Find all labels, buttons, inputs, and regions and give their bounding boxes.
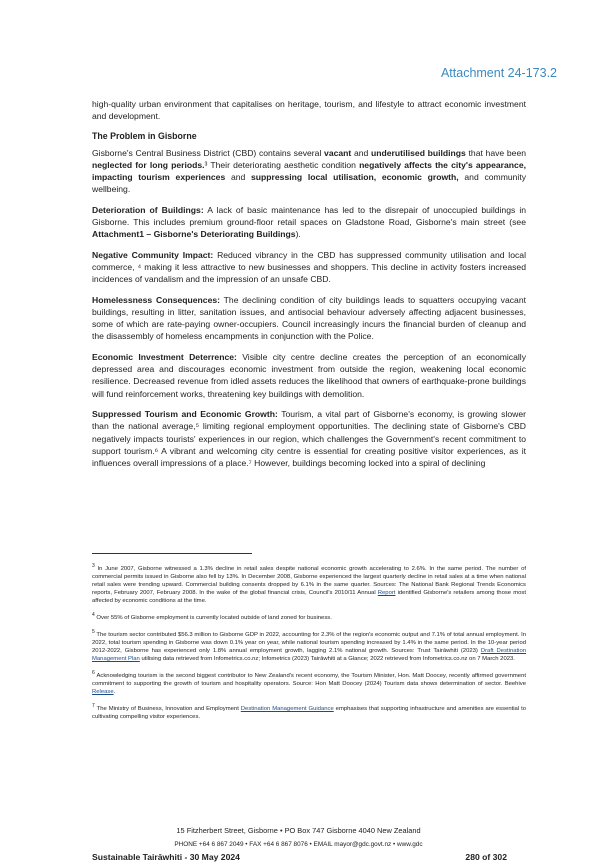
footnote-5	[92, 628, 526, 663]
footnote-3	[92, 562, 526, 605]
deterioration-heading: Deterioration of Buildings:	[92, 204, 204, 215]
footnote-7	[92, 702, 526, 721]
text: Reduced vibrancy in the CBD has suppressed community utilisation and local commerce, ⁴ making it less attractive to new businesses and shoppers. This decline in activity fosters increased incidences of vandalism and the impression of an unsafe CBD.	[92, 249, 526, 285]
footnote-divider	[92, 553, 252, 554]
text: underutilised buildings	[371, 147, 466, 158]
footnotes	[92, 562, 526, 727]
deterioration-paragraph	[92, 204, 526, 241]
text: The Ministry of Business, Innovation and Employment	[96, 705, 241, 712]
text: Over 55% of Gisborne employment is currently located outside of land zoned for business.	[96, 614, 332, 621]
text: suppressing local utilisation, economic growth,	[251, 172, 459, 183]
problem-heading: The Problem in Gisborne	[92, 130, 197, 141]
page-number: 280 of 302	[465, 852, 507, 862]
text: utilising data retrieved from Infometrics.co.nz; Infometrics (2023) Tairāwhiti at a Glance; 2022 retrieved from Infometrics.co.nz on 7 March 2023.	[139, 655, 515, 662]
footnote-number: 4	[92, 611, 95, 618]
text: ³ Their deteriorating aesthetic condition	[204, 159, 360, 170]
text: Gisborne's Central Business District (CBD) contains several	[92, 147, 325, 158]
economic-deterrence-heading: Economic Investment Deterrence:	[92, 351, 237, 362]
text: .	[113, 688, 116, 695]
tourism-paragraph	[92, 408, 526, 469]
community-impact-heading: Negative Community Impact:	[92, 249, 214, 260]
footnote-6	[92, 669, 526, 696]
footnote-number: 7	[92, 702, 95, 709]
text: Acknowledging tourism is the second biggest contributor to New Zealand's recent economy, the Tourism Minister, Hon. Matt Doocey, recently affirmed government commitment to supporting the growth of tourism and hospitality operators. Source: Hon Matt Doocey (2024) Tourism data shows determination of sector. Beehive	[92, 672, 526, 687]
text: Visible city centre decline creates the perception of an economically depressed area and discourages economic investment from outside the region, weakening local economic resilience. Decreased revenue from idled assets reduces the likelihood that owners of earthquake-prone buildings will fund reinforcement works, threatening key buildings with demolition.	[92, 351, 526, 399]
body-content	[92, 98, 526, 477]
tourism-heading: Suppressed Tourism and Economic Growth:	[92, 408, 278, 419]
footer-contact: PHONE +64 6 867 2049 • FAX +64 6 867 8076 • EMAIL mayor@gdc.govt.nz • www.gdc	[174, 841, 423, 848]
text: emphasises that supporting infrastructure and amenities are essential to cultivating compelling visitor experiences.	[92, 705, 526, 720]
draft-plan-link[interactable]: Draft Destination Management Plan	[92, 647, 527, 662]
report-link[interactable]: Report	[377, 589, 396, 596]
problem-paragraph	[92, 147, 526, 196]
document-signature-line: Sustainable Tairāwhiti - 30 May 2024	[92, 852, 240, 862]
attachment-reference: Attachment1 – Gisborne's Deteriorating Buildings	[92, 229, 296, 240]
lead-paragraph: high-quality urban environment that capitalises on heritage, tourism, and lifestyle to attract economic investment and development.	[92, 99, 526, 122]
text: The declining condition of city buildings leads to squatters occupying vacant buildings, resulting in litter, sanitation issues, and antisocial behaviour adversely affecting adjacent businesses, some of which are rate-paying owner-occupiers. Council increasingly incurs the financial burden of cleanup and the disassembly of homeless encampments in conjunction with the Police.	[92, 294, 526, 342]
text: negatively affects the city's appearance, impacting tourism experiences	[92, 159, 527, 183]
footnote-number: 6	[92, 669, 95, 676]
economic-deterrence-paragraph	[92, 351, 526, 400]
text: identified Gisborne's retailers among those most affected by economic conditions at the time.	[92, 589, 526, 604]
text: In June 2007, Gisborne witnessed a 1.3% decline in retail sales despite national economic growth accelerating to 2.6%. In the same period. The number of commercial permits issued in Gisborne also fell by 13%. In December 2008, Gisborne experienced the largest quarterly decline in retail sales at a time when national retail sales were trending upward. Commercial building consents dropped by 6.1% in the same quarter. Sources: The National Bank Regional Trends Economics reports, February 2007, February 2008. In the wake of the global financial crisis, Council's 2010/11 Annual	[92, 565, 526, 596]
text: ).	[295, 229, 301, 240]
text: neglected for long periods.	[92, 159, 205, 170]
homelessness-heading: Homelessness Consequences:	[92, 294, 220, 305]
text: vacant	[324, 147, 352, 158]
text: and community wellbeing.	[92, 172, 527, 195]
footer-address: 15 Fitzherbert Street, Gisborne • PO Box 747 Gisborne 4040 New Zealand	[176, 826, 421, 835]
homelessness-paragraph	[92, 294, 526, 343]
text: that have been	[465, 147, 526, 158]
release-link[interactable]: Release	[92, 688, 114, 695]
text: Tourism, a vital part of Gisborne's economy, is growing slower than the national average,⁵ limiting regional employment opportunities. The declining state of Gisborne's CBD negatively impacts tourists' experiences in our region, which challenges the Government's recent commitment to support tourism.⁶ A vibrant and welcoming city centre is essential for creating positive visitor experiences, as it influences overall impressions of a place.⁷ However, buildings becoming locked into a spiral of declining	[92, 408, 526, 469]
footnote-number: 5	[92, 628, 95, 635]
text: and	[351, 147, 371, 158]
text: A lack of basic maintenance has led to the disrepair of unoccupied buildings in Gisborne. This includes premium ground-floor retail spaces on Gladstone Road, Gisborne's main street (see	[92, 204, 527, 228]
guidance-link[interactable]: Destination Management Guidance	[240, 705, 334, 712]
text: The tourism sector contributed $56.3 million to Gisborne GDP in 2022, accounting for 2.3% of the region's economic output and 7.1% of total annual employment. In 2022, total tourism spending in Gisborne was down 0.1% year on year, while national tourism spending increased by 1.4% in the same period. In the 10-year period 2012-2022, Gisborne has experienced only 1.8% annual employment growth, lagging 2.1% national growth. Sources: Trust Tairāwhiti (2023)	[92, 631, 526, 654]
footnote-number: 3	[92, 563, 95, 569]
attachment-label: Attachment 24-173.2	[440, 66, 557, 80]
community-impact-paragraph	[92, 249, 526, 286]
footnote-4	[92, 611, 526, 622]
text: and	[225, 172, 252, 183]
